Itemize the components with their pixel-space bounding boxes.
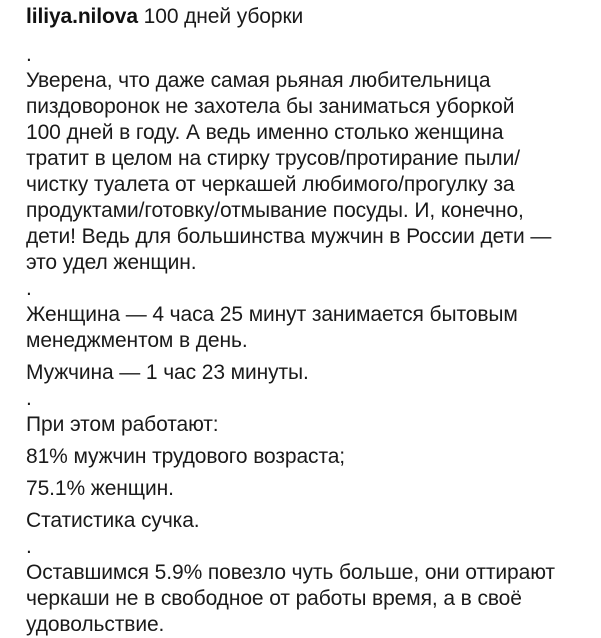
text-line: пиздоворонок не захотела бы заниматься уборкой (26, 95, 515, 118)
text-line: чистку туалета от черкашей любимого/прогулку за (26, 173, 515, 196)
text-line: Уверена, что даже самая рьяная любительница (26, 69, 491, 92)
separator-dot: . (26, 277, 32, 300)
text-line: Статистика сучка. (26, 509, 200, 532)
paragraph-stat (26, 508, 591, 534)
text-line: менеджментом в день. (26, 329, 248, 352)
text-line: 75.1% женщин. (26, 477, 174, 500)
text-line: 81% мужчин трудового возраста; (26, 445, 346, 468)
text-line: Оставшимся 5.9% повезло чуть больше, они оттирают (26, 561, 555, 584)
separator-dot: . (26, 535, 32, 558)
separator-dot: . (26, 387, 32, 410)
paragraph-work-intro (26, 412, 591, 438)
separator-dot: . (26, 43, 32, 66)
text-line: тратит в целом на стирку трусов/протирание пыли/ (26, 147, 520, 170)
paragraph-conclusion (26, 560, 591, 638)
paragraph-women-work (26, 476, 591, 502)
post-title: 100 дней уборки (143, 5, 304, 28)
paragraph-intro (26, 68, 591, 276)
paragraph-woman-time (26, 302, 591, 354)
text-line: продуктами/готовку/отмывание посуды. И, конечно, (26, 199, 524, 222)
paragraph-men-work (26, 444, 591, 470)
text-line: это удел женщин. (26, 251, 197, 274)
text-line: Женщина — 4 часа 25 минут занимается бытовым (26, 303, 518, 326)
text-line: Мужчина — 1 час 23 минуты. (26, 361, 309, 384)
text-line: При этом работают: (26, 413, 219, 436)
text-line: 100 дней в году. А ведь именно столько женщина (26, 121, 504, 144)
paragraph-man-time (26, 360, 591, 386)
text-line: дети! Ведь для большинства мужчин в России дети — (26, 225, 552, 248)
username-link[interactable]: liliya.nilova (26, 5, 138, 28)
text-line: удовольствие. (26, 613, 165, 636)
caption-header (26, 4, 591, 30)
text-line: черкаши не в свободное от работы время, а в своё (26, 587, 522, 610)
